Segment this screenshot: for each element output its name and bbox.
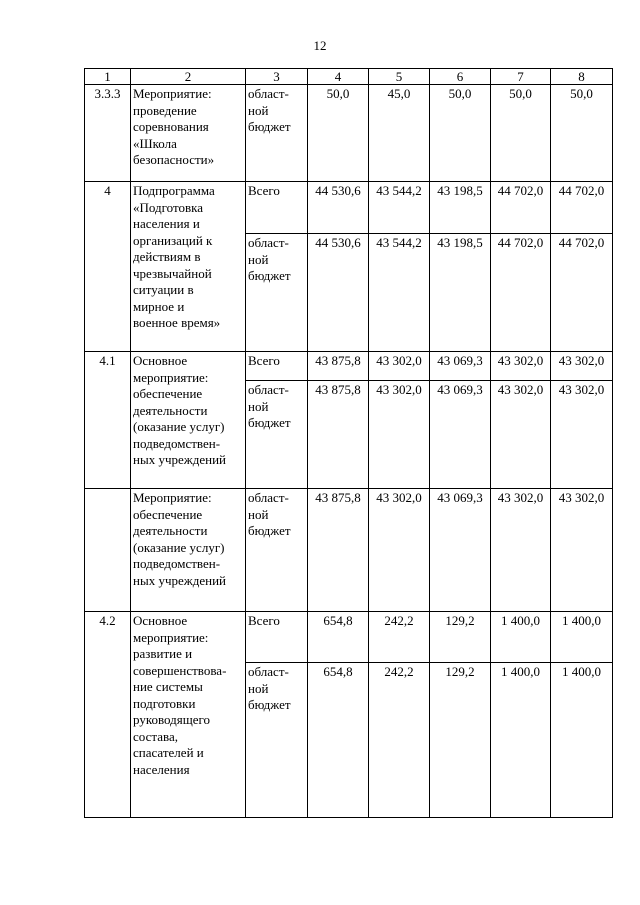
item-name-cell: [131, 489, 246, 612]
amount-cell: 50,0: [491, 85, 551, 182]
amount-cell: 654,8: [308, 612, 369, 663]
funding-source-cell: [246, 352, 308, 381]
budget-table: [84, 68, 613, 818]
amount-cell: 44 702,0: [491, 182, 551, 234]
table-row: [85, 489, 613, 612]
amount-cell: 43 544,2: [369, 234, 430, 352]
funding-source-text: Всего: [248, 183, 280, 198]
amount-cell: 43 544,2: [369, 182, 430, 234]
amount-cell: 44 530,6: [308, 234, 369, 352]
amount-cell: 654,8: [308, 663, 369, 818]
amount-cell: 43 069,3: [430, 489, 491, 612]
item-number-cell: [85, 489, 131, 612]
amount-cell: 50,0: [308, 85, 369, 182]
item-name-cell: [131, 85, 246, 182]
table-row: [85, 85, 613, 182]
funding-source-cell: [246, 663, 308, 818]
header-row: [85, 69, 613, 85]
amount-cell: 44 702,0: [491, 234, 551, 352]
item-name-text: Основное мероприятие: развитие и совершенствова- ние системы подготовки руководящего состава, спасателей и населения: [133, 613, 227, 777]
amount-cell: 43 875,8: [308, 489, 369, 612]
funding-source-cell: [246, 85, 308, 182]
amount-cell: 43 302,0: [369, 489, 430, 612]
amount-cell: 43 302,0: [551, 489, 613, 612]
header-cell: 4: [308, 69, 369, 85]
funding-source-cell: [246, 182, 308, 234]
funding-source-text: област- ной бюджет: [248, 382, 291, 430]
funding-source-text: област- ной бюджет: [248, 490, 291, 538]
amount-cell: 44 702,0: [551, 234, 613, 352]
item-name-text: Основное мероприятие: обеспечение деятельности (оказание услуг) подведомствен- ных учреждений: [133, 353, 226, 467]
funding-source-cell: [246, 234, 308, 352]
table-row: [85, 612, 613, 663]
item-name-cell: [131, 352, 246, 489]
amount-cell: 43 302,0: [491, 489, 551, 612]
amount-cell: 50,0: [551, 85, 613, 182]
header-cell: 2: [131, 69, 246, 85]
item-name-text: Мероприятие: обеспечение деятельности (оказание услуг) подведомствен- ных учреждений: [133, 490, 226, 588]
amount-cell: 43 069,3: [430, 381, 491, 489]
amount-cell: 1 400,0: [491, 663, 551, 818]
item-number-cell: 4: [85, 182, 131, 352]
amount-cell: 44 530,6: [308, 182, 369, 234]
table-row: [85, 182, 613, 234]
amount-cell: 242,2: [369, 612, 430, 663]
funding-source-text: област- ной бюджет: [248, 664, 291, 712]
header-cell: 6: [430, 69, 491, 85]
amount-cell: 1 400,0: [551, 663, 613, 818]
amount-cell: 44 702,0: [551, 182, 613, 234]
amount-cell: 43 198,5: [430, 234, 491, 352]
amount-cell: 43 875,8: [308, 381, 369, 489]
item-number-cell: 4.2: [85, 612, 131, 818]
item-name-cell: [131, 182, 246, 352]
amount-cell: 1 400,0: [491, 612, 551, 663]
page-number: 12: [313, 38, 327, 53]
header-cell: 3: [246, 69, 308, 85]
amount-cell: 43 302,0: [369, 352, 430, 381]
funding-source-text: област- ной бюджет: [248, 86, 291, 134]
funding-source-text: област- ной бюджет: [248, 235, 291, 283]
amount-cell: 50,0: [430, 85, 491, 182]
item-name-cell: [131, 612, 246, 818]
table-body: [85, 69, 613, 818]
funding-source-cell: [246, 381, 308, 489]
item-number-cell: 4.1: [85, 352, 131, 489]
funding-source-cell: [246, 612, 308, 663]
funding-source-cell: [246, 489, 308, 612]
amount-cell: 242,2: [369, 663, 430, 818]
amount-cell: 43 302,0: [551, 381, 613, 489]
amount-cell: 43 302,0: [491, 381, 551, 489]
item-name-text: Подпрограмма «Подготовка населения и организаций к действиям в чрезвычайной ситуации в мирное и военное время»: [133, 183, 221, 330]
funding-source-text: Всего: [248, 353, 280, 368]
item-name-text: Мероприятие: проведение соревнования «Школа безопасности»: [133, 86, 215, 167]
amount-cell: 43 069,3: [430, 352, 491, 381]
amount-cell: 45,0: [369, 85, 430, 182]
table-row: [85, 352, 613, 381]
item-number-cell: 3.3.3: [85, 85, 131, 182]
header-cell: 1: [85, 69, 131, 85]
header-cell: 8: [551, 69, 613, 85]
funding-source-text: Всего: [248, 613, 280, 628]
amount-cell: 43 198,5: [430, 182, 491, 234]
amount-cell: 43 302,0: [551, 352, 613, 381]
amount-cell: 43 302,0: [369, 381, 430, 489]
amount-cell: 1 400,0: [551, 612, 613, 663]
header-cell: 5: [369, 69, 430, 85]
header-cell: 7: [491, 69, 551, 85]
amount-cell: 43 875,8: [308, 352, 369, 381]
amount-cell: 129,2: [430, 663, 491, 818]
amount-cell: 129,2: [430, 612, 491, 663]
amount-cell: 43 302,0: [491, 352, 551, 381]
